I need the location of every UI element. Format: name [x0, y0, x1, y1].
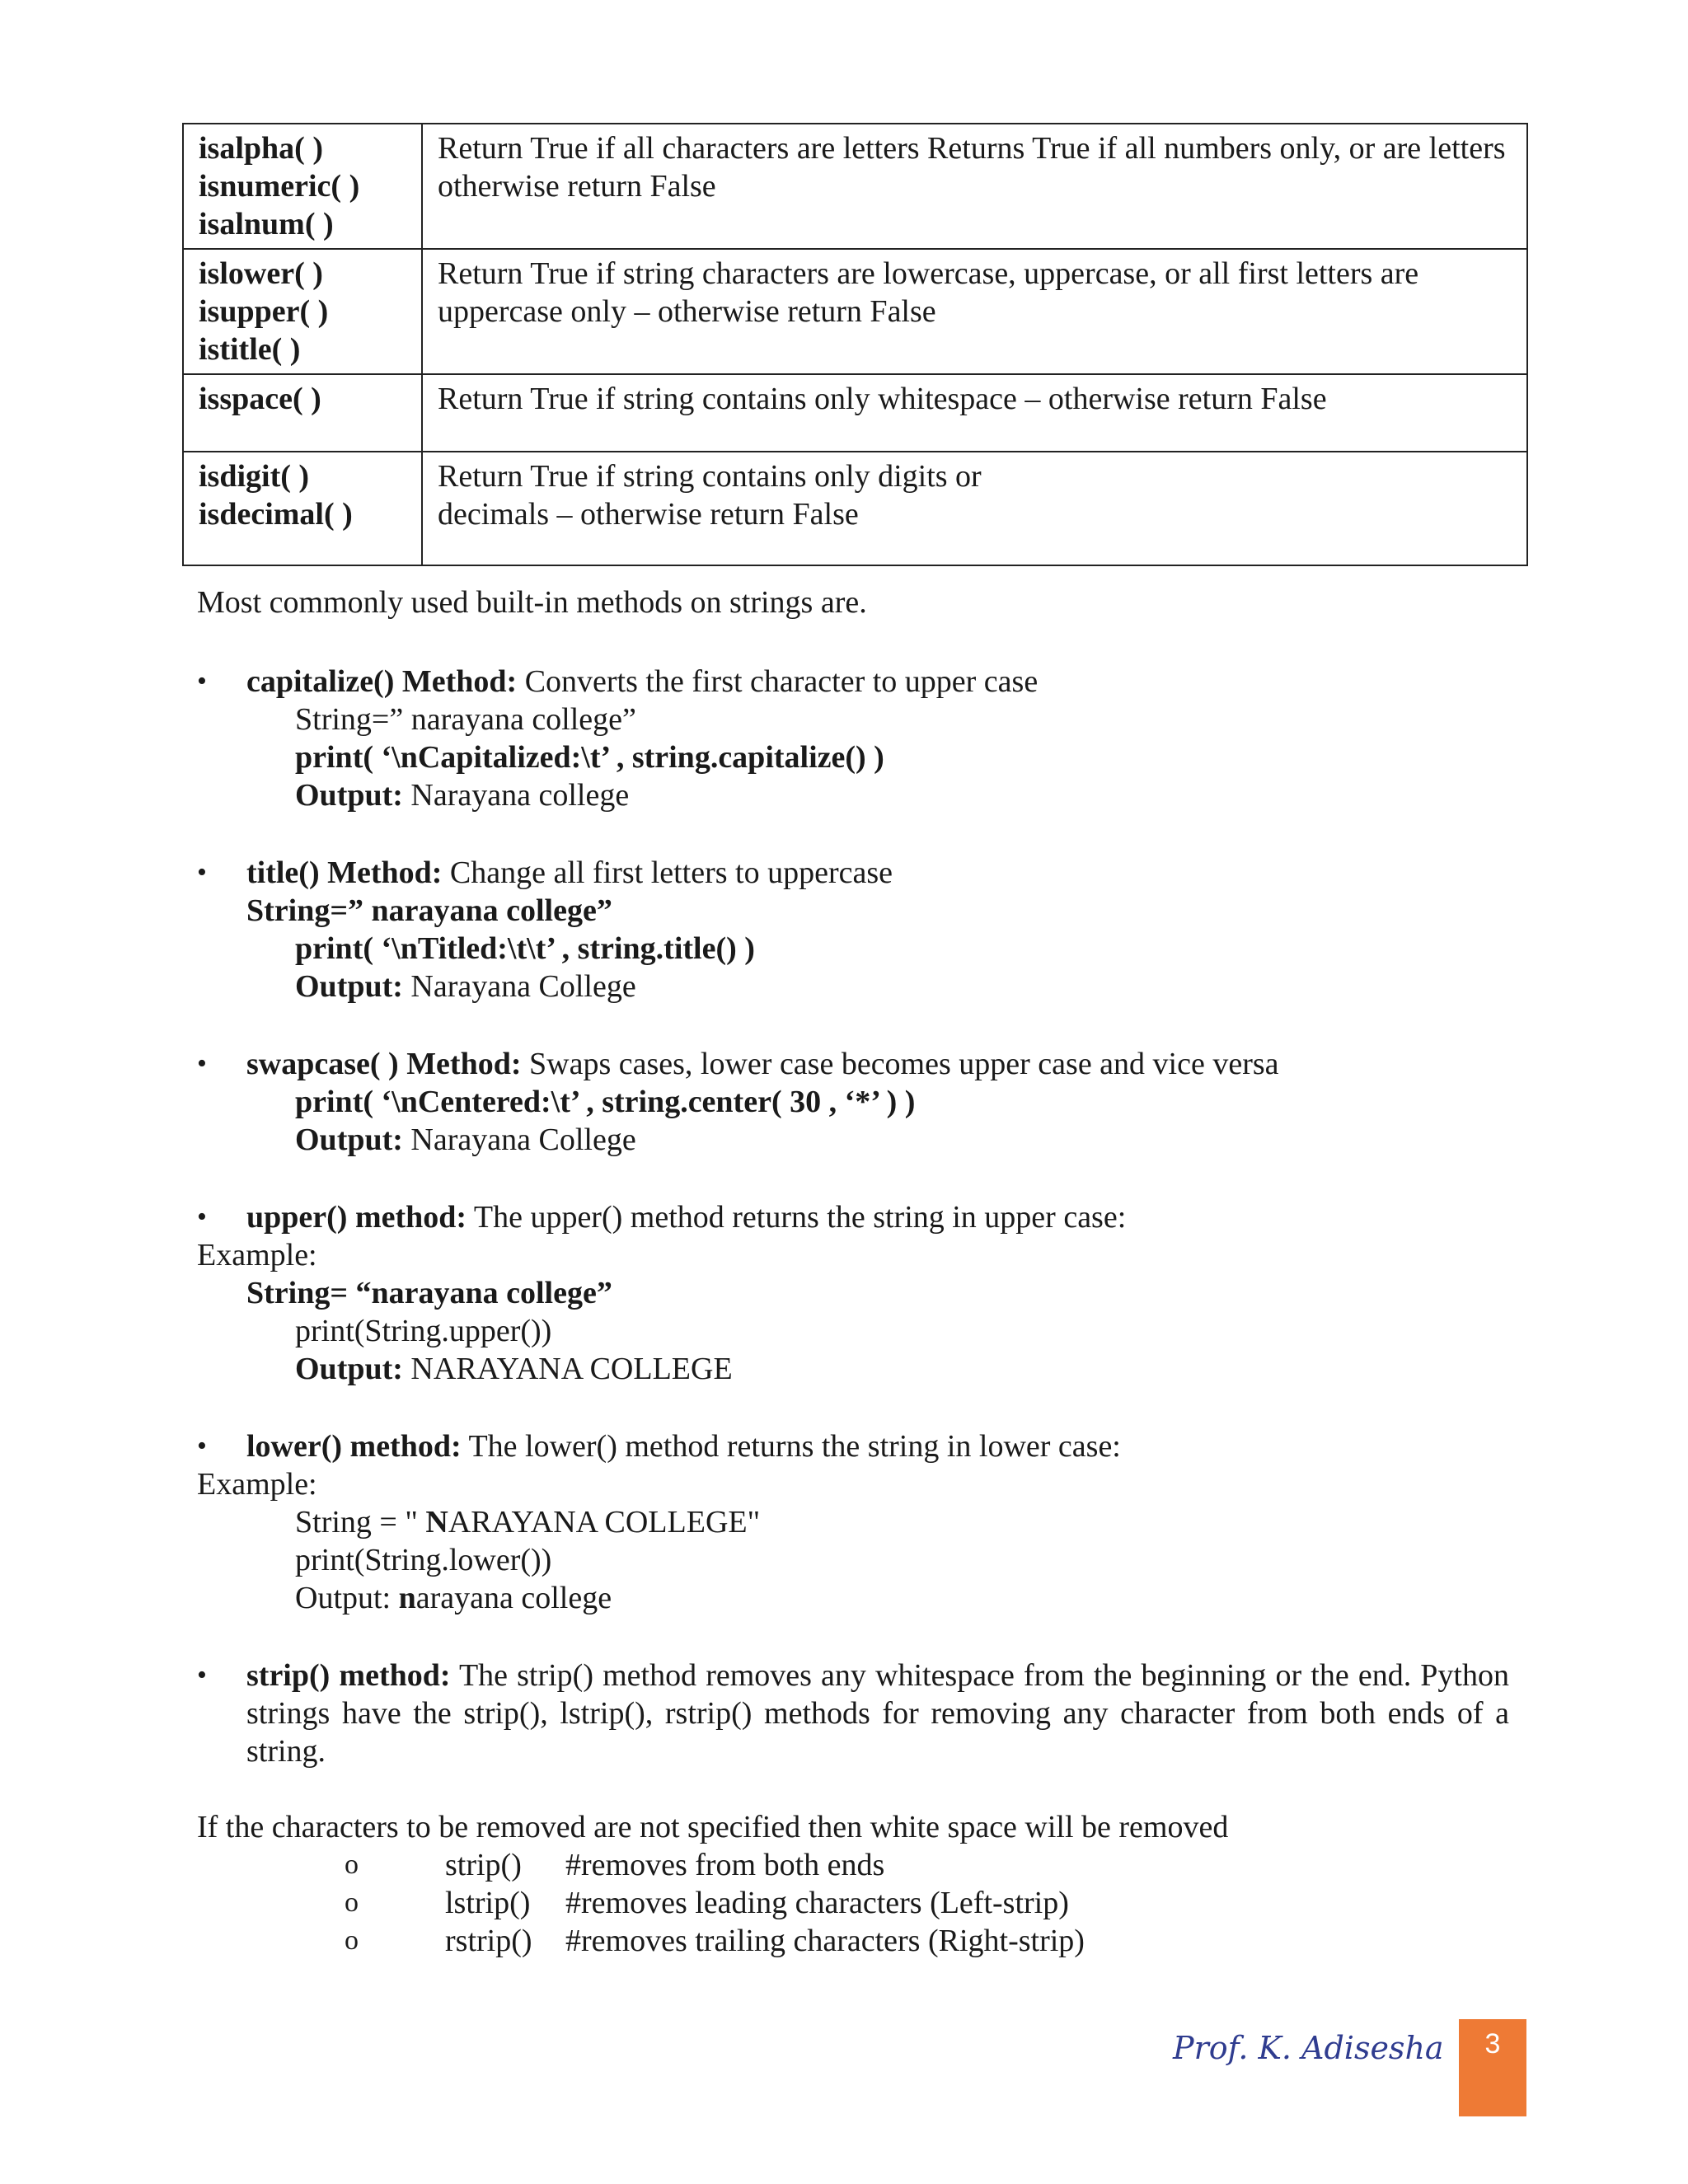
code-string-line	[295, 1503, 760, 1541]
method-name: isupper( )	[199, 294, 329, 329]
description-line: Return True if string contains only digits or	[438, 459, 982, 494]
output-label: Output:	[295, 1122, 403, 1157]
strip-fn: strip()	[445, 1848, 522, 1882]
strip-fn: lstrip()	[445, 1886, 531, 1920]
swapcase-heading	[246, 1045, 1279, 1083]
sub-bullet-icon: o	[345, 1887, 359, 1918]
method-title: capitalize() Method:	[246, 664, 518, 699]
method-names-cell	[183, 452, 422, 565]
output-first: N	[402, 778, 434, 813]
method-description: Return True if all characters are letters Returns True if all numbers only, or are letters otherwise return False	[422, 124, 1527, 249]
author-name: Prof. K. Adisesha	[1173, 2030, 1444, 2066]
output-first: N	[402, 1122, 434, 1157]
method-desc: The lower() method returns the string in lower case:	[461, 1429, 1121, 1464]
method-desc: Converts the first character to upper case	[517, 664, 1039, 699]
method-name: isalpha( )	[199, 131, 323, 166]
method-names-cell	[183, 374, 422, 452]
output-line	[295, 1121, 636, 1159]
code-print-line: print( ‘\nCapitalized:\t’ , string.capitalize() )	[295, 740, 884, 775]
page-number: 3	[1484, 2028, 1501, 2060]
upper-heading	[246, 1198, 1126, 1236]
string-methods-table	[182, 123, 1528, 566]
example-label: Example:	[197, 1467, 317, 1502]
method-name: istitle( )	[199, 332, 301, 367]
example-label: Example:	[197, 1238, 317, 1272]
output-line	[295, 1579, 612, 1617]
method-name: isspace( )	[199, 382, 321, 416]
method-names-cell	[183, 124, 422, 249]
lower-heading	[246, 1427, 1121, 1465]
bullet-icon: •	[197, 1202, 207, 1232]
sub-bullet-icon: o	[345, 1849, 359, 1880]
string-prefix: String = "	[295, 1505, 426, 1540]
intro-text: Most commonly used built-in methods on strings are.	[197, 585, 867, 620]
method-name: isdigit( )	[199, 459, 310, 494]
bullet-icon: •	[197, 1048, 207, 1079]
code-print-line: print(String.lower())	[295, 1543, 552, 1577]
page-number-badge	[1459, 2019, 1526, 2116]
strip-comment: #removes trailing characters (Right-strip)	[565, 1924, 1085, 1958]
method-title: lower() method:	[246, 1429, 462, 1464]
bullet-icon: •	[197, 1431, 207, 1461]
strip-fn: rstrip()	[445, 1924, 532, 1958]
output-rest: arayana college	[433, 778, 630, 813]
output-label: Output:	[295, 1581, 399, 1615]
output-rest: ARAYANA COLLEGE	[433, 1352, 733, 1386]
output-line	[295, 776, 629, 814]
output-rest: arayana college	[415, 1581, 612, 1615]
bullet-icon: •	[197, 666, 207, 696]
output-first: N	[402, 1352, 434, 1386]
code-print-line: print( ‘\nTitled:\t\t’ , string.title() )	[295, 931, 755, 966]
method-title: upper() method:	[246, 1200, 467, 1235]
code-print-line: print(String.upper())	[295, 1314, 552, 1348]
sub-bullet-icon: o	[345, 1925, 359, 1956]
method-name: isdecimal( )	[199, 497, 353, 532]
method-names-cell	[183, 249, 422, 374]
output-first: n	[398, 1581, 416, 1615]
strip-note: If the characters to be removed are not specified then white space will be removed	[197, 1810, 1229, 1844]
bullet-icon: •	[197, 1660, 207, 1690]
method-desc: Change all first letters to uppercase	[442, 855, 893, 890]
method-title: strip() method:	[246, 1658, 451, 1693]
method-desc: Swaps cases, lower case becomes upper case and vice versa	[521, 1047, 1279, 1081]
description-line: decimals – otherwise return False	[438, 497, 859, 532]
output-label: Output:	[295, 1352, 403, 1386]
method-description: Return True if string characters are lowercase, uppercase, or all first letters are uppercase only – otherwise return False	[422, 249, 1527, 374]
bullet-icon: •	[197, 857, 207, 888]
strip-comment: #removes leading characters (Left-strip)	[565, 1886, 1069, 1920]
code-string-line: String= “narayana college”	[246, 1276, 612, 1310]
method-name: isalnum( )	[199, 207, 334, 241]
output-rest: arayana College	[433, 969, 636, 1004]
string-suffix: ARAYANA COLLEGE"	[448, 1505, 761, 1540]
method-title: swapcase( ) Method:	[246, 1047, 522, 1081]
output-line	[295, 968, 636, 1005]
method-desc: The strip() method removes any whitespace from the beginning or the end. Python strings have the strip(), lstrip(), rstrip() methods for removing any character from both ends of a string.	[246, 1658, 1509, 1769]
method-name: isnumeric( )	[199, 169, 360, 204]
output-first: N	[402, 969, 434, 1004]
table-row	[183, 374, 1527, 452]
method-desc: The upper() method returns the string in upper case:	[467, 1200, 1127, 1235]
output-rest: arayana College	[433, 1122, 636, 1157]
output-line	[295, 1350, 733, 1388]
output-label: Output:	[295, 969, 403, 1004]
method-name: islower( )	[199, 256, 323, 291]
strip-comment: #removes from both ends	[565, 1848, 885, 1882]
method-description	[422, 452, 1527, 565]
table-row	[183, 452, 1527, 565]
output-label: Output:	[295, 778, 403, 813]
table-row	[183, 124, 1527, 249]
method-title: title() Method:	[246, 855, 443, 890]
title-heading	[246, 854, 893, 892]
code-string-line: String=” narayana college”	[246, 893, 612, 928]
code-string-line: String=” narayana college”	[295, 702, 636, 737]
method-description: Return True if string contains only whitespace – otherwise return False	[422, 374, 1527, 452]
string-bold-letter: N	[425, 1505, 448, 1540]
table-row	[183, 249, 1527, 374]
code-print-line: print( ‘\nCentered:\t’ , string.center( 30 , ‘*’ ) )	[295, 1085, 916, 1119]
strip-paragraph	[246, 1657, 1509, 1770]
capitalize-heading	[246, 663, 1038, 701]
